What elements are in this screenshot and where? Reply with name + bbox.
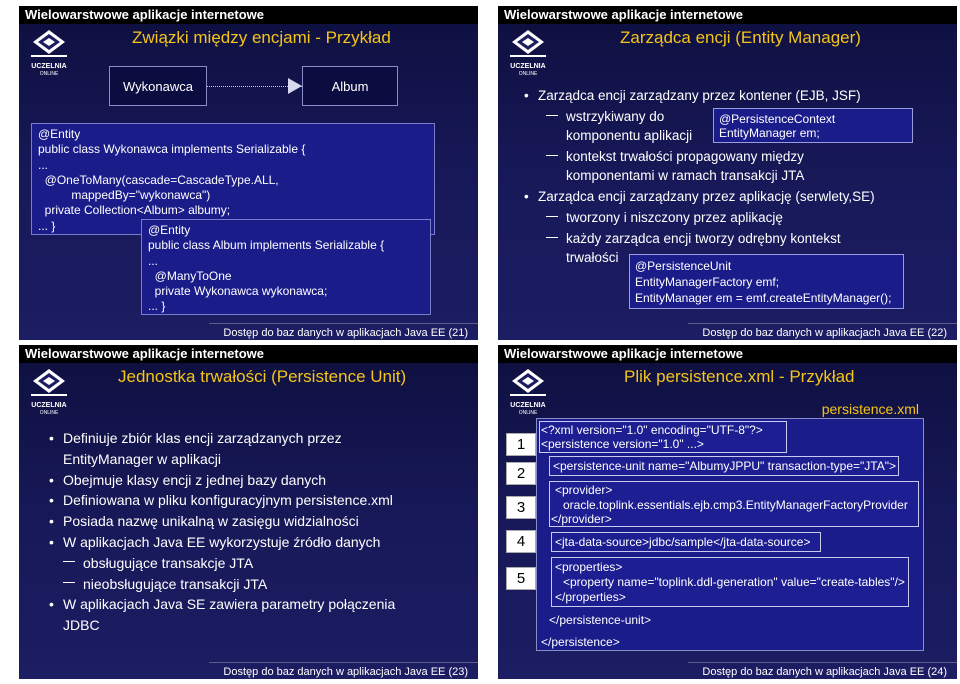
slide-footer: Dostęp do baz danych w aplikacjach Java EE (22) (702, 327, 947, 339)
xml-line: </persistence> (541, 635, 620, 649)
logo-mark-icon (508, 365, 548, 401)
list-item: • Zarządca encji zarządzany przez kontener (EJB, JSF) (538, 86, 875, 105)
slide-title: Związki między encjami - Przykład (132, 28, 391, 47)
xml-line: <persistence-unit name="AlbumyJPPU" transaction-type="JTA"> (553, 459, 896, 473)
list-item: EntityManager w aplikacji (63, 450, 221, 467)
xml-line: <?xml version="1.0" encoding="UTF-8"?> (541, 423, 763, 437)
logo-mark-icon (29, 365, 69, 401)
footer-divider (688, 323, 957, 324)
list-item: każdy zarządca encji tworzy odrębny kontekst (566, 229, 875, 248)
uczelnia-online-logo: UCZELNIA ONLINE (504, 365, 552, 417)
xml-line: </provider> (551, 512, 612, 526)
course-title: Wielowarstwowe aplikacje internetowe (25, 7, 265, 22)
list-item: nieobsługujące transakcji JTA (83, 574, 395, 595)
list-item: • W aplikacjach Java EE wykorzystuje źródło danych (63, 532, 395, 553)
slide-title: Zarządca encji (Entity Manager) (620, 28, 861, 47)
slide-footer: Dostęp do baz danych w aplikacjach Java EE (21) (223, 327, 468, 339)
list-item: tworzony i niszczony przez aplikację (566, 208, 875, 227)
xml-line: </persistence-unit> (549, 613, 652, 627)
list-item: • Definiowana w pliku konfiguracyjnym persistence.xml (63, 490, 395, 511)
slide-footer: Dostęp do baz danych w aplikacjach Java EE (24) (702, 666, 947, 678)
list-item: • Obejmuje klasy encji z jednej bazy danych (63, 470, 395, 491)
slide-header-bar (498, 6, 957, 24)
course-title: Wielowarstwowe aplikacje internetowe (504, 7, 744, 22)
step-number: 2 (506, 462, 536, 485)
xml-line: <jta-data-source>jdbc/sample</jta-data-source> (555, 535, 811, 549)
uczelnia-online-logo: UCZELNIA ONLINE (25, 365, 73, 417)
uczelnia-online-logo: UCZELNIA ONLINE (504, 26, 552, 78)
course-title: Wielowarstwowe aplikacje internetowe (25, 346, 265, 361)
course-title: Wielowarstwowe aplikacje internetowe (504, 346, 744, 361)
xml-line: <properties> (555, 560, 623, 574)
list-item: • Zarządca encji zarządzany przez aplikację (serwlety,SE) (538, 187, 875, 206)
slide-header-bar (19, 6, 478, 24)
code-album: @Entity public class Album implements Serializable { ... @ManyToOne private Wykonawca wykonawca; ... } (141, 219, 431, 315)
list-item: • W aplikacjach Java SE zawiera parametry połączenia (63, 594, 395, 615)
bullet-list (63, 428, 395, 636)
list-item: obsługujące transakcje JTA (83, 553, 395, 574)
step-number: 1 (506, 433, 536, 456)
step-number: 4 (506, 530, 536, 553)
code-wykonawca: @Entity public class Wykonawca implements Serializable { ... @OneToMany(cascade=CascadeType.ALL, mappedBy="wykonawca") private Collection<Album> albumy; ... } (31, 123, 435, 235)
uml-class-wykonawca: Wykonawca (109, 66, 207, 106)
xml-line: <persistence version="1.0" ...> (541, 437, 704, 451)
persistence-context-box: @PersistenceContext EntityManager em; (713, 108, 913, 143)
slide-title: Jednostka trwałości (Persistence Unit) (118, 367, 407, 386)
footer-divider (209, 662, 478, 663)
uczelnia-online-logo: UCZELNIA ONLINE (25, 26, 73, 78)
footer-divider (688, 662, 957, 663)
slide-footer: Dostęp do baz danych w aplikacjach Java EE (23) (223, 666, 468, 678)
step-number: 5 (506, 567, 536, 590)
slide-21 (19, 6, 478, 340)
persistence-unit-box: @PersistenceUnit EntityManagerFactory emf; EntityManager em = emf.createEntityManager(); (629, 254, 904, 309)
slide-22 (498, 6, 957, 340)
xml-line: <property name="toplink.ddl-generation" value="create-tables"/> (563, 575, 905, 589)
footer-divider (209, 323, 478, 324)
xml-line: </properties> (555, 590, 626, 604)
slide-24 (498, 345, 957, 679)
list-item: trwałości (566, 250, 619, 265)
logo-mark-icon (508, 26, 548, 62)
uml-arrow-head-icon (288, 78, 302, 94)
slide-title: Plik persistence.xml - Przykład (624, 367, 855, 386)
list-item: • Posiada nazwę unikalną w zasięgu widzialności (63, 511, 395, 532)
slide-23 (19, 345, 478, 679)
file-label: persistence.xml (821, 401, 919, 417)
list-item: wstrzykiwany do (566, 107, 875, 126)
list-item: JDBC (63, 617, 100, 634)
list-item: kontekst trwałości propagowany między (566, 147, 875, 166)
slide-header-bar (498, 345, 957, 363)
xml-line: <provider> (555, 483, 613, 497)
xml-line: oracle.toplink.essentials.ejb.cmp3.EntityManagerFactoryProvider (563, 498, 908, 512)
list-item: • Definiuje zbiór klas encji zarządzanych przez (63, 428, 395, 449)
logo-mark-icon (29, 26, 69, 62)
uml-class-album: Album (302, 66, 398, 106)
list-item: komponentami w ramach transakcji JTA (566, 168, 805, 183)
slide-header-bar (19, 345, 478, 363)
xml-code-box (536, 418, 924, 651)
step-number: 3 (506, 496, 536, 519)
list-item: komponentu aplikacji (566, 128, 693, 143)
